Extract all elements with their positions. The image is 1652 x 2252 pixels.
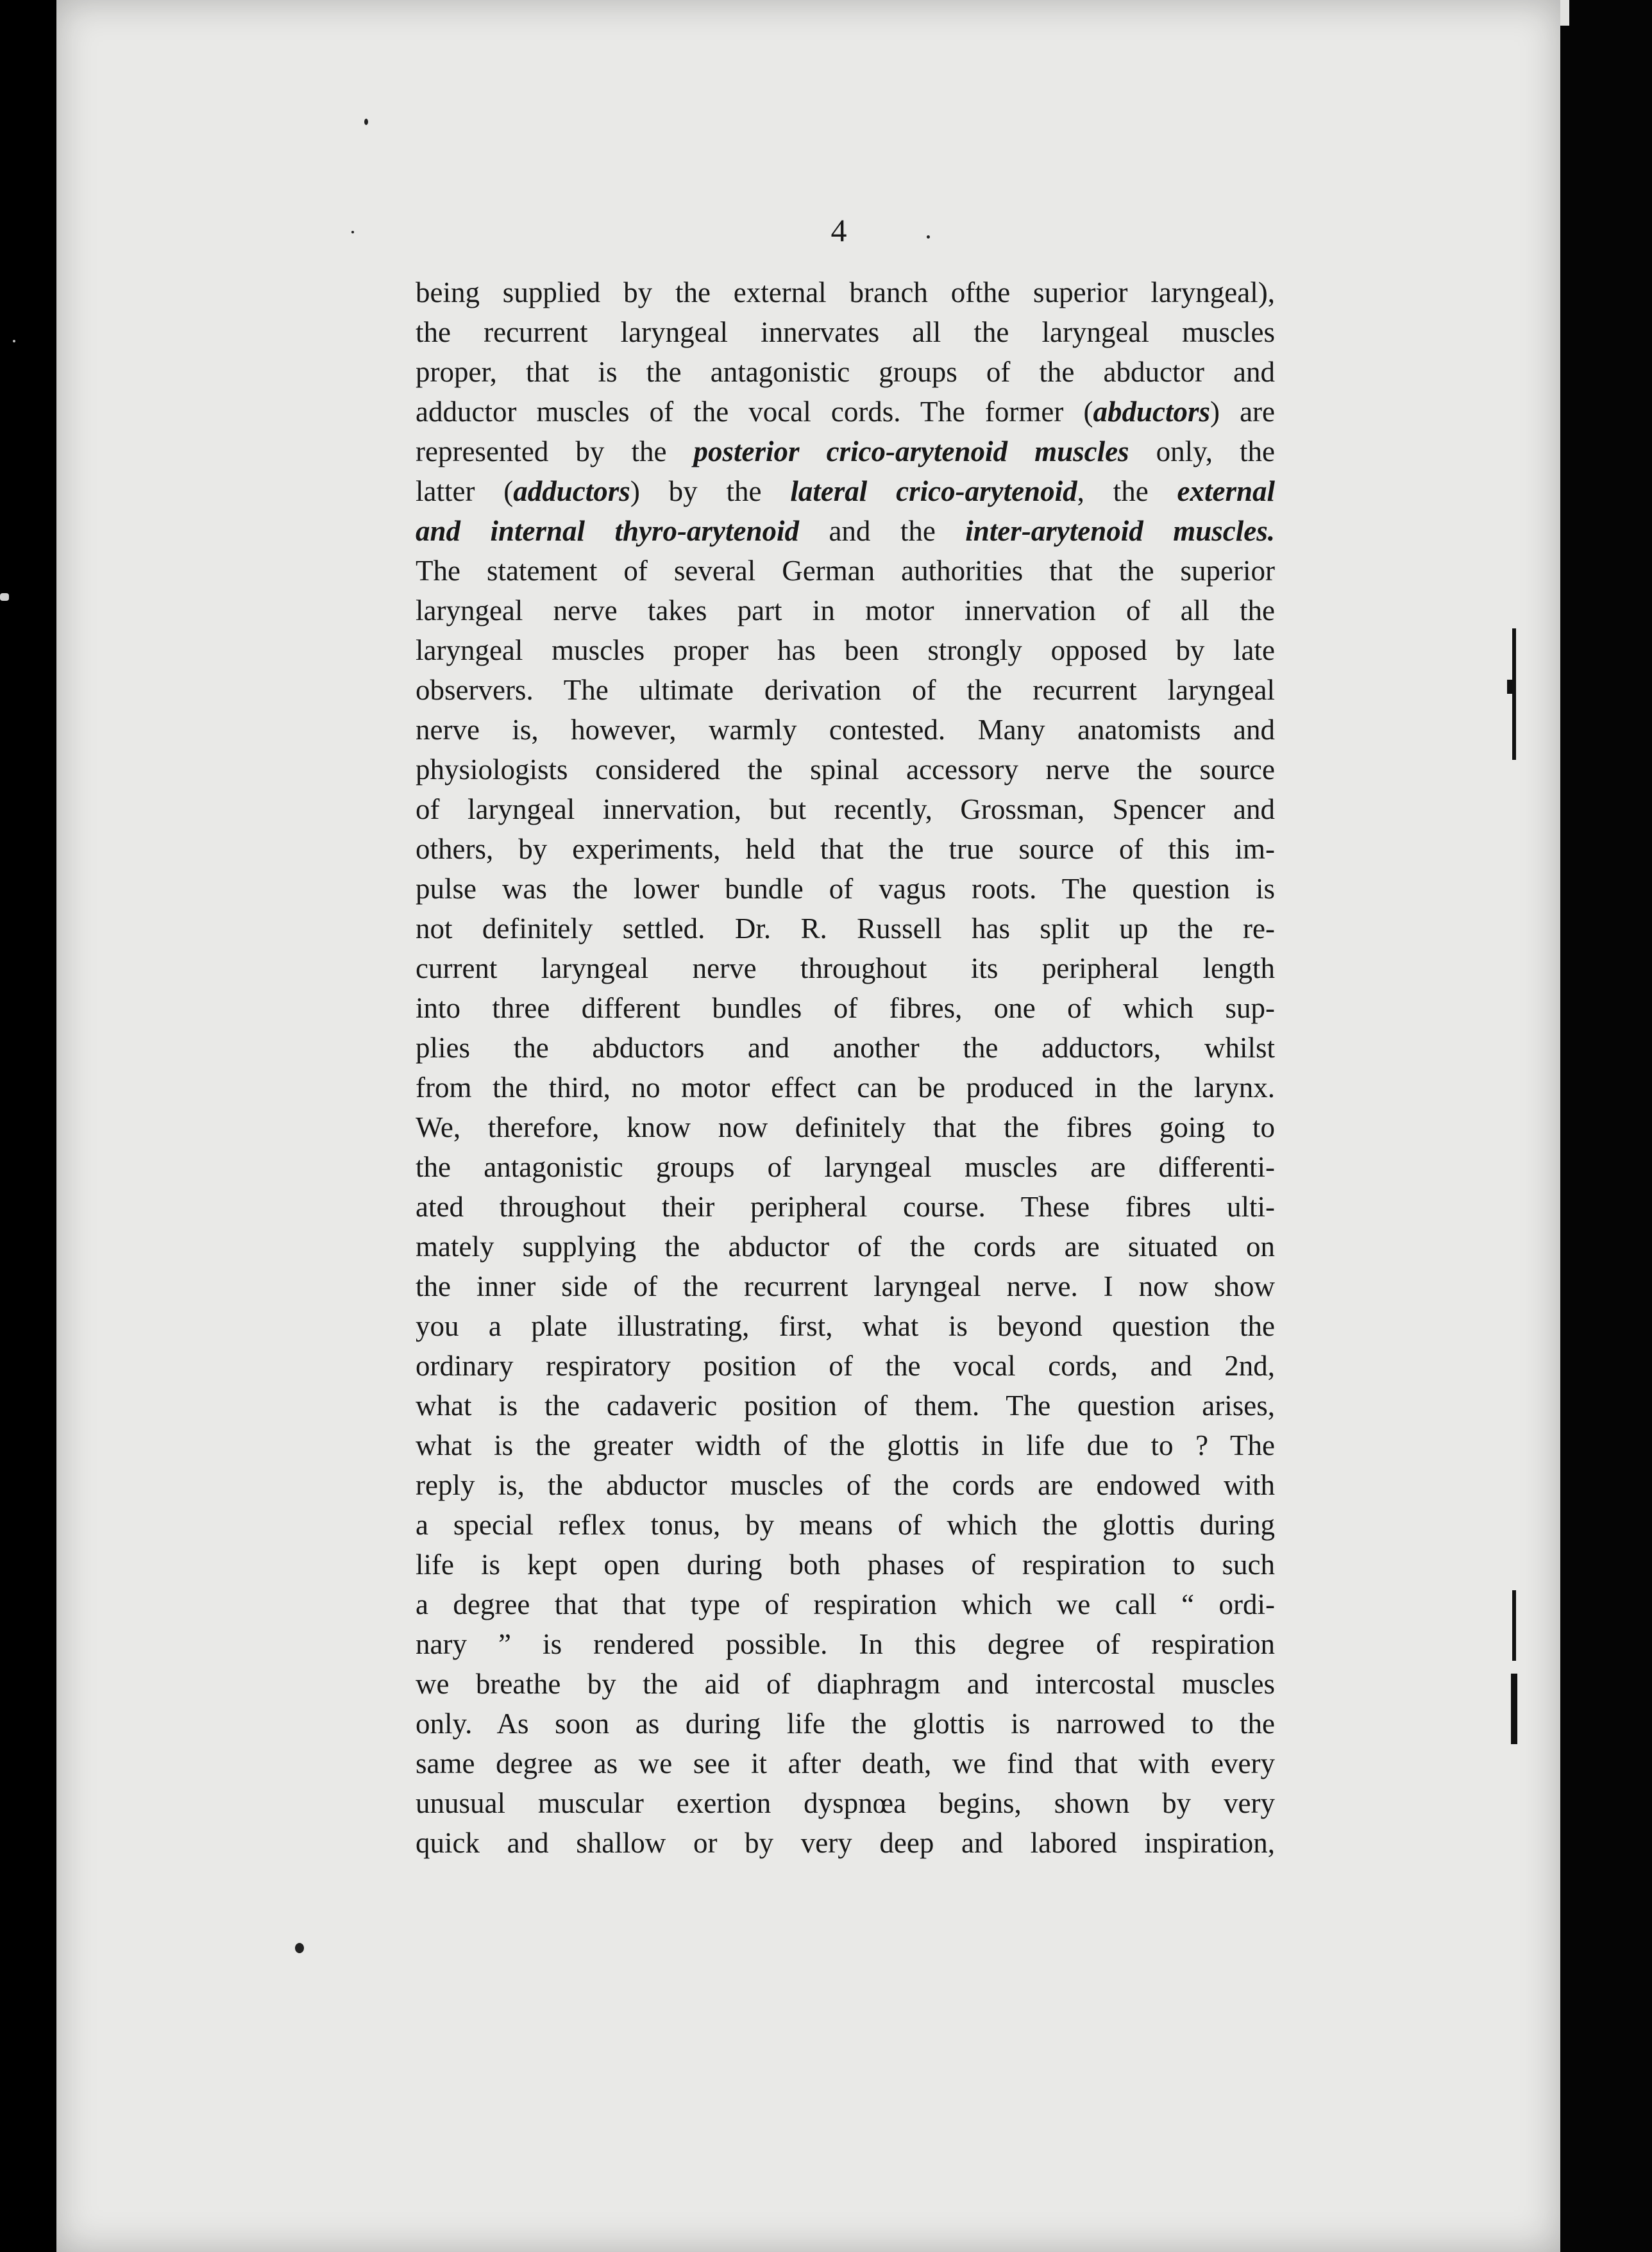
text-line [416, 273, 1275, 312]
text-segment: reply is, the abductor muscles of the cords are endowed with [416, 1469, 1275, 1501]
margin-mark [1512, 628, 1516, 760]
text-segment: mately supplying the abductor of the cords are situated on [416, 1231, 1275, 1263]
scanned-page [56, 0, 1560, 2252]
text-segment: ) are [1210, 396, 1276, 428]
text-segment: ordinary respiratory position of the vocal cords, and 2nd, [416, 1350, 1275, 1382]
text-segment: physiologists considered the spinal accessory nerve the source [416, 753, 1275, 786]
text-segment: ) by the [630, 475, 791, 507]
text-segment: the antagonistic groups of laryngeal muscles are differenti- [416, 1151, 1275, 1183]
text-segment: others, by experiments, held that the true source of this im- [416, 833, 1275, 865]
text-line [416, 471, 1275, 511]
italic-term: external [1177, 475, 1276, 507]
italic-term: adductors [513, 475, 630, 507]
text-line [416, 551, 1275, 591]
text-segment: observers. The ultimate derivation of the recurrent laryngeal [416, 674, 1275, 706]
scan-border [1560, 0, 1652, 2252]
text-line [416, 630, 1275, 670]
italic-term: and internal thyro-arytenoid [416, 515, 799, 547]
text-segment: unusual muscular exertion dyspnœa begins, shown by very [416, 1787, 1275, 1819]
text-line [416, 1823, 1275, 1863]
text-line [416, 1624, 1275, 1664]
text-segment: only, the [1129, 435, 1275, 467]
text-segment: latter ( [416, 475, 514, 507]
scan-speck [364, 119, 368, 125]
text-line [416, 789, 1275, 829]
text-line [416, 392, 1275, 432]
text-line [416, 988, 1275, 1028]
text-line [416, 1386, 1275, 1425]
text-segment: We, therefore, know now definitely that the fibres going to [416, 1111, 1275, 1143]
text-line [416, 948, 1275, 988]
text-line [416, 750, 1275, 789]
margin-mark [1511, 1674, 1517, 1744]
text-segment: nerve is, however, warmly contested. Many anatomists and [416, 714, 1275, 746]
italic-term: lateral crico-arytenoid [790, 475, 1077, 507]
scan-speck [927, 235, 930, 239]
text-line [416, 869, 1275, 909]
page-number: 4 [830, 212, 847, 248]
text-segment: into three different bundles of fibres, one of which sup- [416, 992, 1275, 1024]
text-line [416, 1068, 1275, 1107]
margin-mark [1507, 680, 1516, 694]
text-segment: laryngeal nerve takes part in motor innervation of all the [416, 594, 1275, 626]
text-line [416, 352, 1275, 392]
italic-term: inter-arytenoid muscles. [965, 515, 1275, 547]
text-segment: a degree that that type of respiration which we call “ ordi- [416, 1588, 1275, 1620]
italic-term: posterior crico-arytenoid muscles [693, 435, 1129, 467]
scan-speck [13, 340, 15, 342]
text-line [416, 670, 1275, 710]
text-line [416, 1266, 1275, 1306]
text-segment: The statement of several German authorities that the superior [416, 555, 1275, 587]
text-segment: life is kept open during both phases of respiration to such [416, 1549, 1275, 1581]
text-line [416, 1664, 1275, 1704]
text-segment: what is the greater width of the glottis in life due to ? The [416, 1429, 1275, 1461]
scan-speck [0, 593, 9, 601]
text-segment: being supplied by the external branch ofthe superior laryngeal), [416, 276, 1275, 308]
text-line [416, 1744, 1275, 1783]
text-line [416, 1147, 1275, 1187]
text-line [416, 1465, 1275, 1505]
text-segment: the recurrent laryngeal innervates all the laryngeal muscles [416, 316, 1275, 348]
text-segment: you a plate illustrating, first, what is beyond question the [416, 1310, 1275, 1342]
scan-speck [295, 1943, 304, 1953]
text-segment: and the [798, 515, 966, 547]
text-line [416, 829, 1275, 869]
text-line [416, 1425, 1275, 1465]
text-segment: ated throughout their peripheral course. These fibres ulti- [416, 1191, 1275, 1223]
text-line [416, 312, 1275, 352]
scan-tab [1560, 0, 1569, 26]
text-segment: from the third, no motor effect can be produced in the larynx. [416, 1071, 1275, 1104]
text-line [416, 1107, 1275, 1147]
text-line [416, 1028, 1275, 1068]
text-line [416, 511, 1275, 551]
text-line [416, 1346, 1275, 1386]
text-line [416, 1704, 1275, 1744]
text-segment: what is the cadaveric position of them. The question arises, [416, 1390, 1275, 1422]
text-segment: nary ” is rendered possible. In this degree of respiration [416, 1628, 1275, 1660]
text-line [416, 591, 1275, 630]
text-line [416, 1505, 1275, 1545]
text-segment: proper, that is the antagonistic groups of the abductor and [416, 356, 1275, 388]
text-line [416, 432, 1275, 471]
text-segment: a special reflex tonus, by means of which the glottis during [416, 1509, 1275, 1541]
text-segment: adductor muscles of the vocal cords. The former ( [416, 396, 1093, 428]
text-segment: the inner side of the recurrent laryngeal nerve. I now show [416, 1270, 1275, 1302]
text-line [416, 1783, 1275, 1823]
text-segment: laryngeal muscles proper has been strongly opposed by late [416, 634, 1275, 666]
text-segment: we breathe by the aid of diaphragm and intercostal muscles [416, 1668, 1275, 1700]
text-segment: not definitely settled. Dr. R. Russell has split up the re- [416, 912, 1275, 945]
text-segment: quick and shallow or by very deep and labored inspiration, [416, 1827, 1275, 1859]
text-line [416, 710, 1275, 750]
text-line [416, 1227, 1275, 1266]
text-line [416, 1187, 1275, 1227]
text-line [416, 1306, 1275, 1346]
text-line [416, 1545, 1275, 1584]
italic-term: abductors [1093, 396, 1210, 428]
body-text [416, 273, 1275, 1863]
text-segment: current laryngeal nerve throughout its peripheral length [416, 952, 1275, 984]
text-segment: only. As soon as during life the glottis is narrowed to the [416, 1708, 1275, 1740]
text-segment: pulse was the lower bundle of vagus roots. The question is [416, 873, 1275, 905]
margin-mark [1512, 1590, 1516, 1661]
text-segment: same degree as we see it after death, we find that with every [416, 1747, 1275, 1779]
text-line [416, 909, 1275, 948]
text-segment: represented by the [416, 435, 694, 467]
text-segment: , the [1077, 475, 1177, 507]
text-segment: plies the abductors and another the adductors, whilst [416, 1032, 1275, 1064]
text-line [416, 1584, 1275, 1624]
text-segment: of laryngeal innervation, but recently, Grossman, Spencer and [416, 793, 1275, 825]
scan-speck [351, 231, 354, 233]
